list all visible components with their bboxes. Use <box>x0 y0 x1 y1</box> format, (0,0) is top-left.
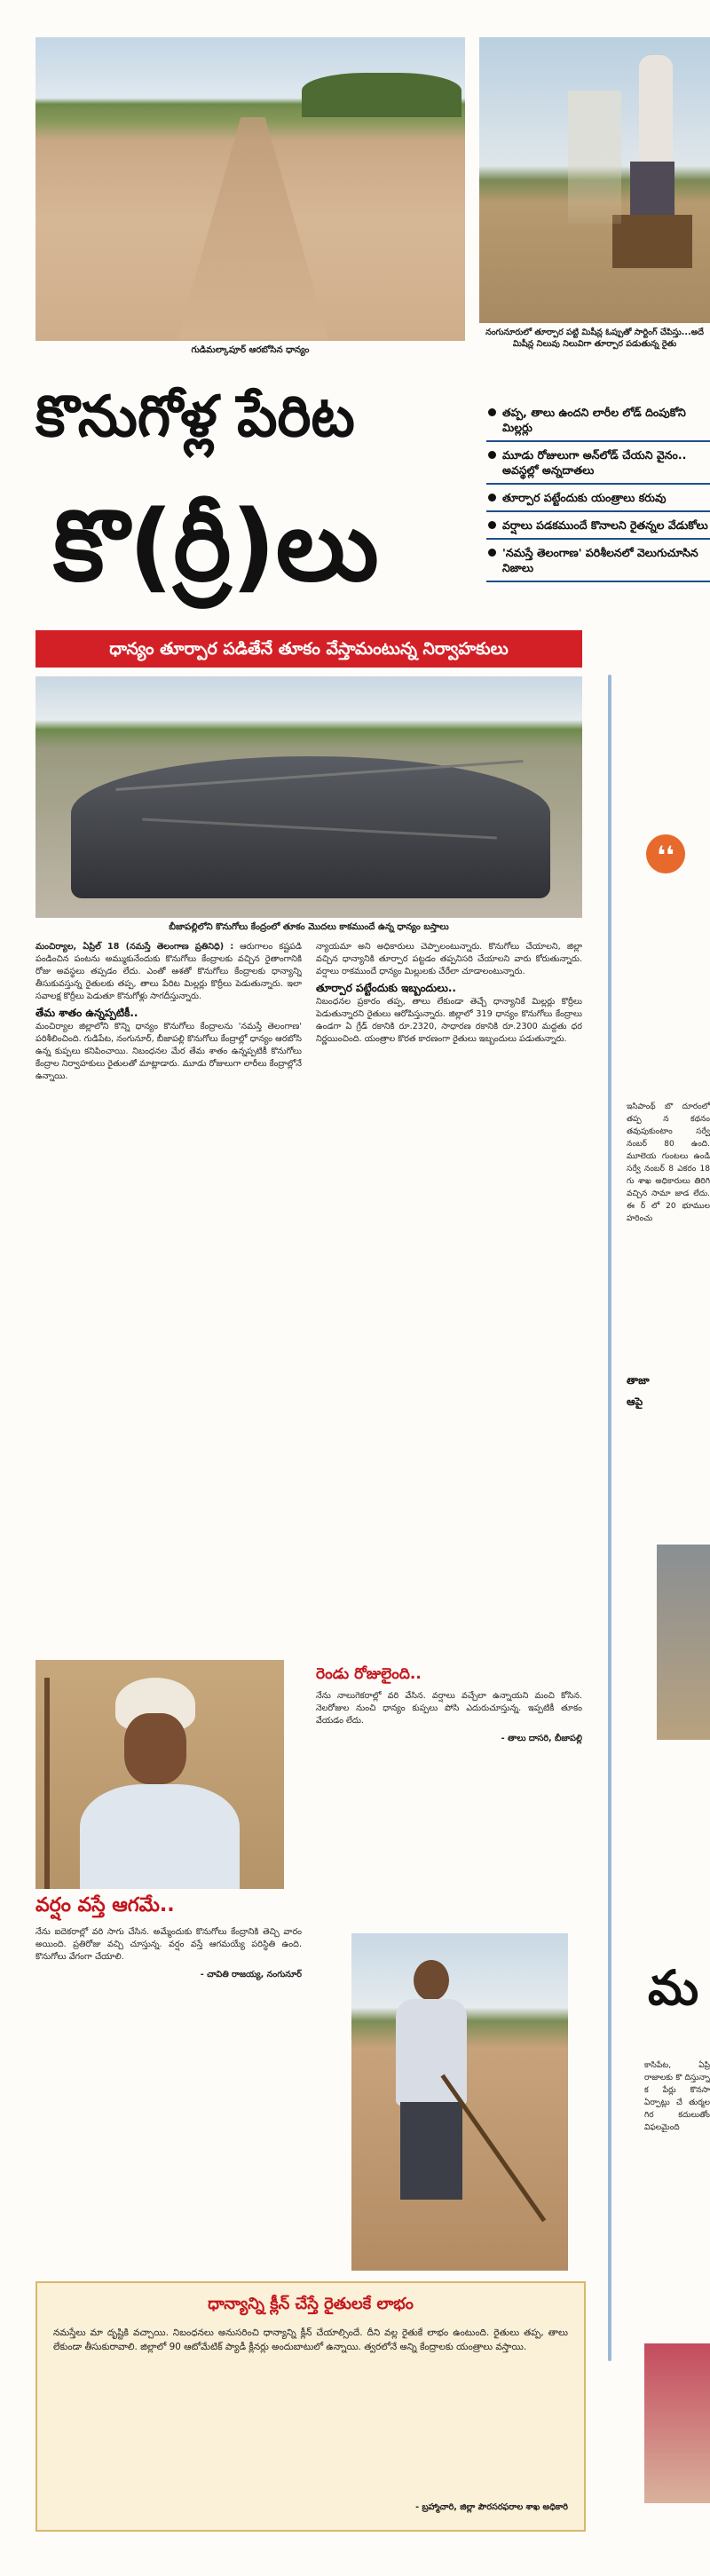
quote-author: - చావితి రాజయ్య, నంగునూర్ <box>200 1970 302 1979</box>
quote-heading-1: వర్షం వస్తే ఆగమే.. <box>36 1894 175 1916</box>
bullet-dot-icon <box>488 494 496 502</box>
adjacent-photo-2 <box>644 2343 710 2503</box>
photo-farmer-with-rake <box>351 1933 568 2271</box>
bullet-dot-icon <box>488 549 496 557</box>
adjacent-lower-text: కాసిపేట, ఏప్రి రాజాలకు కొ దిస్తున్నా క పేర్లు కొనసా ఏర్పాట్లు చే తుర్మల గిర కదులుతోం విఫలమైంది <box>644 2061 710 2132</box>
official-quote-title: ధాన్యాన్ని క్లీన్ చేస్తే రైతులకే లాభం <box>208 2295 414 2313</box>
bullet-item: మూడు రోజులుగా అన్‌లోడ్ చేయని వైనం.. అవస్థల్లో అన్నదాతలు <box>486 442 710 485</box>
caption-top-right: నంగునూరులో తూర్పార పట్టి మిషీన్ల ఓప్పుతో సార్టింగ్‌ చేపిస్తు...అదే మిషీన్ల నిలువు నిలువిగా తూర్పార పడుతున్న రైతు <box>485 328 704 349</box>
official-quote-text: నమస్తేలు మా దృష్టికి వచ్చాయి. నిబంధనలు అనుసరించి ధాన్యాన్ని క్లీన్ చేయాల్సిందే. దీని వల్ల రైతుకే లాభం ఉంటుంది. రైతులు తప్ప, తాలు లేకుండా తీసుకురావాలి. జిల్లాలో 90 ఆటోమేటిక్ ప్యాడీ క్లీనర్లు అందుబాటులో ఉన్నాయి. త్వరలోనే అన్ని కేంద్రాలకు యంత్రాలు వస్తాయి. <box>53 2327 568 2352</box>
adjacent-subhead-1: తాజా <box>627 1374 650 1387</box>
quote-column-1 <box>36 1926 302 2272</box>
quote-text: నేను ఐదెకరాల్లో వరి సాగు చేసిన. అమ్మేందుకు కొనుగోలు కేంద్రానికి తెచ్చి వారం అయింది. ప్రతిరోజు వచ్చి చూస్తున్న. వర్షం వస్తే ఆగమయ్యే పరిస్థితి ఉంది. కొనుగోలు వేగంగా చేయాలి. <box>36 1927 302 1962</box>
official-quote-author: - బ్రహ్మాచారి, జిల్లా పౌరసరఫరాల శాఖ అధికారి <box>415 2502 568 2512</box>
adjacent-subhead-2: ఆపై <box>627 1395 643 1408</box>
headline-line2: కొ(ర్రీ)లు <box>53 489 379 603</box>
photo-farmer-winnowing <box>479 37 710 323</box>
photo-field-drying-grain <box>36 37 465 341</box>
official-quote-body <box>53 2326 568 2494</box>
adjacent-side-text: ఇసిపాంథ్ బొ దూరంలో తప్ప న కథనం తవుపుకుంటాం సర్వే నంబర్ 80 ఉంది. మూలెయ గుంటలు ఉండి సర్వే నంబర్ 8 ఎకరం 18 గు శాఖ అధికారులు తిరిగి వచ్చిన సామా జాడ లేదు. ఈ ర్ లో 20 భూముల హరించు <box>627 1102 710 1223</box>
dateline: మంచిర్యాల, ఏప్రిల్ 18 (నమస్తే తెలంగాణ ప్రతినిధి) : <box>36 942 234 952</box>
photo-farmer-portrait-1 <box>36 1660 284 1889</box>
subheadline-banner: ధాన్యం తూర్పార పడితేనే తూకం వేస్తామంటున్న నిర్వాహకులు <box>36 630 582 668</box>
bullet-item: తప్ప, తాలు ఉందని లారీల లోడ్ దింపుకోని మిల్లర్లు <box>486 399 710 442</box>
article-text: ఆరుగాలం కష్టపడి పండించిన పంటను అమ్ముకునేందుకు కొనుగోలు కేంద్రాలకు వచ్చిన రైతాంగానికి రోజు అవస్థలు తప్పడం లేదు. ఎంతో ఆశతో కొనుగోలు కేంద్రాలకు ధాన్యాన్ని తీసుకువస్తున్న రైతులకు తప్ప, తాలు పేరిట మిల్లర్లు కొర్రీలు పెడుతున్నారు. ఇలా సవాలక్ష కొర్రీలు పెడుతూ కొనుగోళ్లు సాగదీస్తున్నారు. <box>36 942 302 1001</box>
caption-top-left: గుడిమల్కాపూర్ ఆరబోసిన ధాన్యం <box>191 345 310 355</box>
quote-mark-icon: ❛❛ <box>646 834 685 873</box>
bullet-dot-icon <box>488 451 496 459</box>
quote-text: నేను నాలుగెకరాల్లో వరి వేసిన. వర్షాలు వచ్చేలా ఉన్నాయని మంచి కోసిన. నెలరోజుల నుంచి ధాన్యం కుప్పలు పోసి ఎదురుచూస్తున్న. ఇప్పటికీ తూకం వేయడం లేదు. <box>316 1691 582 1726</box>
bullet-item: తూర్పార పట్టేందుకు యంత్రాలు కరువు <box>486 485 710 512</box>
photo-covered-grain-heap <box>36 676 582 918</box>
article-text: న్యాయమా అని అధికారులు చెప్పాలంటున్నారు. కొనుగోలు చేయాలని, జిల్లా వచ్చిన ధాన్యానికి తూర్పార పట్టడం తప్పనిసరి చేయాలని వారు కోరుతున్నారు. వర్షాలు రాకముందే ధాన్యం మిల్లులకు చేరేలా చూడాలంటున్నారు. <box>316 942 582 976</box>
bullet-dot-icon <box>488 521 496 529</box>
subheading: తేమ శాతం ఉన్నప్పటికీ.. <box>36 1007 138 1019</box>
article-text: మంచిర్యాల జిల్లాలోని కొన్ని ధాన్యం కొనుగోలు కేంద్రాలను 'నమస్తే తెలంగాణ' పరిశీలించింది. గుడిపేట, నంగునూర్, బీజాపల్లి కొనుగోలు కేంద్రాల్లో ధాన్యం ఆరబోసి ఉన్న కుప్పలు కనిపించాయి. నిబంధనల మేర తేమ శాతం ఉన్నప్పటికీ కొనుగోలు కేంద్రాల నిర్వాహకులు రైతులతో మాట్లాడారు. మూడు రోజులుగా లారీలు కేంద్రాల్లోనే ఉన్నాయి. <box>36 1022 302 1081</box>
article-column-2 <box>316 941 582 1651</box>
quote-column-2 <box>316 1690 582 1823</box>
quote-author: - తాలు దాసరి, బీజాపల్లి <box>501 1734 582 1743</box>
quote-heading-2: రెండు రోజులైంది.. <box>316 1665 422 1683</box>
bullet-item: వర్షాలు పడకముందే కొనాలని రైతన్నల వేడుకోలు <box>486 512 710 540</box>
caption-middle: బీజాపల్లిలోని కొనుగోలు కేంద్రంలో తూకం మొదలు కాకముందే ఉన్న ధాన్యం బస్తాలు <box>169 922 449 932</box>
article-text: నిబంధనల ప్రకారం తప్ప, తాలు లేకుండా తెచ్చే ధాన్యానికే మిల్లర్లు కొర్రీలు పెడుతున్నారని రైతులు ఆరోపిస్తున్నారు. జిల్లాలో 319 ధాన్యం కొనుగోలు కేంద్రాలు ఉండగా ఏ గ్రేడ్ రకానికి రూ.2320, సాధారణ రకానికి రూ.2300 మద్దతు ధర నిర్ణయించింది. యంత్రాల కొరత కారణంగా రైతులు ఇబ్బందులు పడుతున్నారు. <box>316 997 582 1044</box>
article-column-1 <box>36 941 302 1651</box>
adjacent-article-divider <box>608 675 611 2361</box>
bullet-list <box>486 399 710 582</box>
bullet-dot-icon <box>488 408 496 416</box>
subheading: తూర్పార పట్టేందుకు ఇబ్బందులు.. <box>316 982 456 994</box>
adjacent-headline: మ <box>648 1960 699 2016</box>
adjacent-photo-1 <box>657 1545 710 1740</box>
headline-line1: కొనుగోళ్ల పేరిట <box>36 384 355 450</box>
bullet-item: 'నమస్తే తెలంగాణ' పరిశీలనలో వెలుగుచూసిన నిజాలు <box>486 540 710 582</box>
